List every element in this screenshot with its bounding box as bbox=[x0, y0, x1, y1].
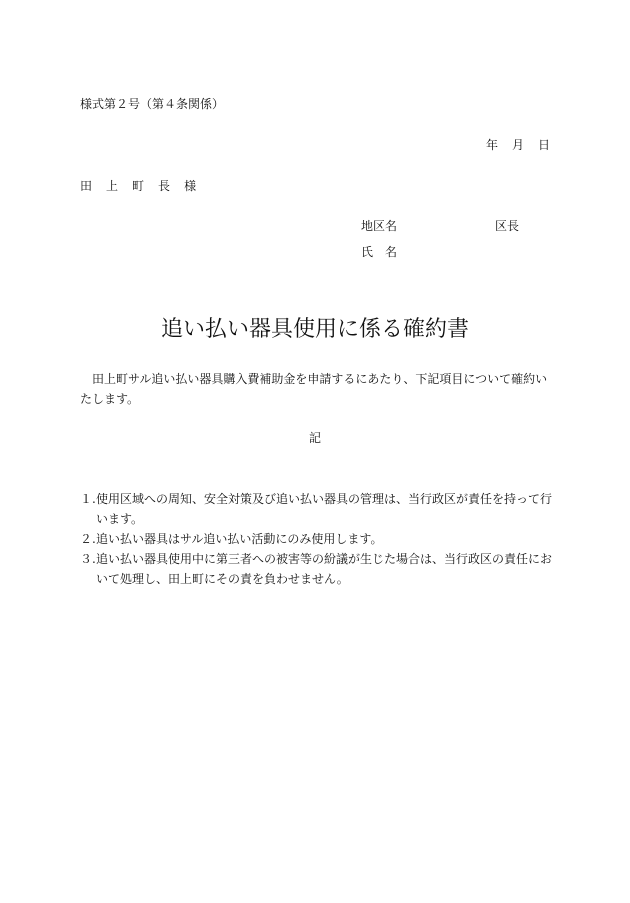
pledge-item bbox=[80, 529, 558, 549]
district-head-label: 区長 bbox=[495, 219, 520, 233]
addressee-char-1: 田 bbox=[80, 179, 93, 193]
pledge-text: 追い払い器具はサル追い払い活動にのみ使用します。 bbox=[96, 532, 383, 546]
intro-paragraph: 田上町サル追い払い器具購入費補助金を申請するにあたり、下記項目について確約いたします。 bbox=[80, 372, 548, 406]
form-number: 様式第２号（第４条関係） bbox=[80, 97, 225, 111]
addressee-char-5: 様 bbox=[184, 179, 197, 193]
pledge-list bbox=[80, 489, 558, 589]
document-title: 追い払い器具使用に係る確約書 bbox=[160, 317, 469, 342]
pledge-text: 追い払い器具使用中に第三者への被害等の紛議が生じた場合は、当行政区の責任において処理し、田上町にその責を負わせません。 bbox=[96, 552, 553, 586]
addressee-char-2: 上 bbox=[106, 179, 119, 193]
pledge-item bbox=[80, 489, 558, 529]
date-line bbox=[486, 137, 550, 153]
pledge-number: ３. bbox=[80, 552, 96, 566]
addressee-char-3: 町 bbox=[132, 179, 145, 193]
addressee bbox=[80, 178, 196, 194]
ki-heading: 記 bbox=[308, 431, 321, 445]
district-label: 地区名 bbox=[361, 219, 398, 233]
date-day: 日 bbox=[538, 138, 551, 152]
date-month: 月 bbox=[512, 138, 525, 152]
pledge-number: ２. bbox=[80, 532, 96, 546]
name-label bbox=[361, 244, 397, 260]
pledge-item bbox=[80, 549, 558, 589]
date-year: 年 bbox=[486, 138, 499, 152]
pledge-number: １. bbox=[80, 492, 96, 506]
addressee-char-4: 長 bbox=[158, 179, 171, 193]
name-label-char-2: 名 bbox=[385, 245, 398, 259]
pledge-text: 使用区域への周知、安全対策及び追い払い器具の管理は、当行政区が責任を持って行います。 bbox=[96, 492, 553, 526]
name-label-char-1: 氏 bbox=[361, 245, 374, 259]
